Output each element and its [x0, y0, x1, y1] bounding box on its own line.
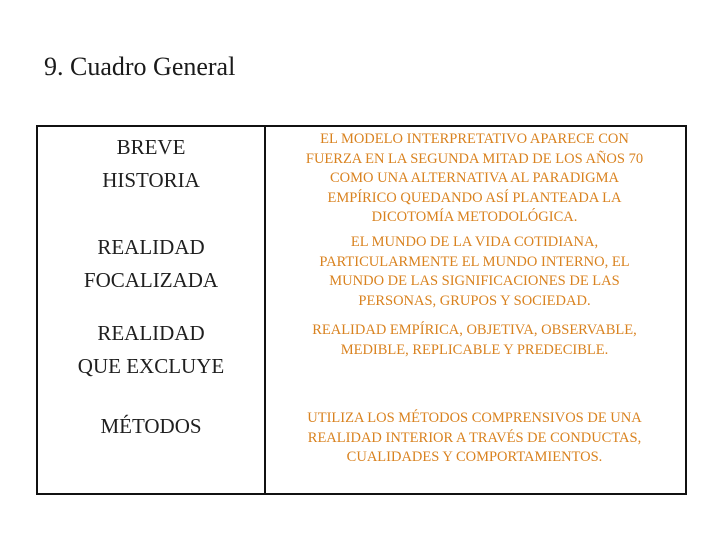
row-description	[268, 233, 681, 311]
row-description-line: REALIDAD INTERIOR A TRAVÉS DE CONDUCTAS,	[307, 429, 642, 446]
row-label-line: HISTORIA	[102, 168, 200, 192]
row-description-line: PARTICULARMENTE EL MUNDO INTERNO, EL	[319, 253, 630, 270]
row-label	[38, 410, 264, 443]
row-description-line: MUNDO DE LAS SIGNIFICACIONES DE LAS	[329, 273, 620, 289]
row-label-line: REALIDAD	[97, 235, 205, 259]
row-description-line: MEDIBLE, REPLICABLE Y PREDECIBLE.	[340, 341, 609, 358]
row-description-line: EL MUNDO DE LA VIDA COTIDIANA,	[350, 234, 599, 250]
row-description-line: FUERZA EN LA SEGUNDA MITAD DE LOS AÑOS 70	[305, 150, 644, 167]
row-label	[38, 317, 264, 383]
row-label-line: QUE EXCLUYE	[77, 354, 225, 378]
row-description-line: REALIDAD EMPÍRICA, OBJETIVA, OBSERVABLE,	[312, 322, 637, 338]
row-description-line: EMPÍRICO QUEDANDO ASÍ PLANTEADA LA	[327, 189, 622, 206]
row-label	[38, 231, 264, 297]
row-description	[268, 409, 681, 468]
row-description-line: PERSONAS, GRUPOS Y SOCIEDAD.	[358, 292, 591, 309]
column-divider	[264, 127, 266, 493]
row-description-line: CUALIDADES Y COMPORTAMIENTOS.	[346, 449, 603, 465]
row-description-line: COMO UNA ALTERNATIVA AL PARADIGMA	[330, 170, 619, 186]
row-label-line: REALIDAD	[97, 321, 205, 345]
row-label	[38, 131, 264, 197]
row-label-line: BREVE	[116, 135, 186, 159]
row-description	[268, 321, 681, 360]
row-label-line: MÉTODOS	[100, 414, 202, 438]
slide-title: 9. Cuadro General	[44, 52, 236, 81]
row-label-line: FOCALIZADA	[83, 268, 219, 292]
overview-table	[36, 125, 687, 495]
row-description	[268, 130, 681, 228]
row-description-line: DICOTOMÍA METODOLÓGICA.	[371, 209, 578, 225]
row-description-line: UTILIZA LOS MÉTODOS COMPRENSIVOS DE UNA	[307, 410, 642, 426]
row-description-line: EL MODELO INTERPRETATIVO APARECE CON	[320, 131, 629, 147]
